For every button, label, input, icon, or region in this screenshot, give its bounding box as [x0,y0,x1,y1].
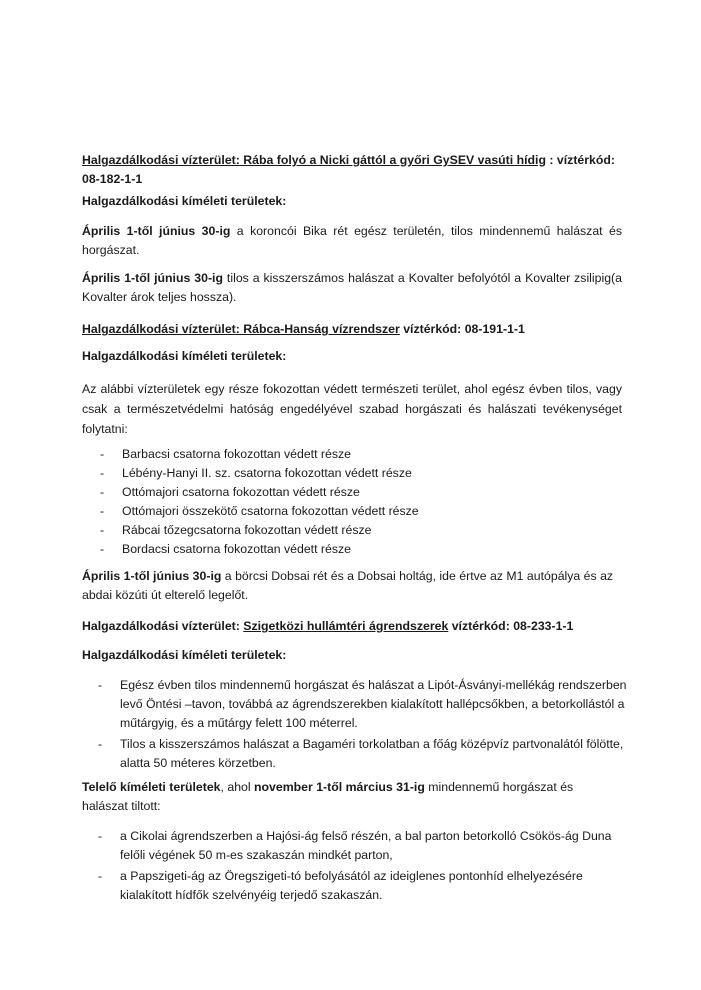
list-item: - Egész évben tilos mindennemű horgászat és halászat a Lipót-Ásványi-mellékág rendszerben levő Öntési –tavon, továbbá az ágrendszerekben kialakított hallépcsőkben, a betorkollástól a műtárgyig, és a műtárgy felett 100 méterrel. [82,676,627,733]
section-1-p2-date: Április 1-től június 30-ig [82,271,223,285]
section-3-winter-list [82,827,622,905]
section-1-p1-date: Április 1-től június 30-ig [82,224,231,238]
section-2-p-date: Április 1-től június 30-ig [82,569,222,583]
section-3-title-prefix: Halgazdálkodási vízterület: [82,619,244,633]
list-item: - a Papszigeti-ág az Öregszigeti-tó befolyásától az ideiglenes pontonhíd elhelyezésére kialakított hídfők szelvényéig terjedő szakaszán. [82,867,622,905]
section-3-winter-dates: november 1-től március 31-ig [254,780,425,794]
section-1-subheading: Halgazdálkodási kíméleti területek: [82,194,287,208]
section-2-paragraph [82,567,622,605]
list-item: - Bordacsi csatorna fokozottan védett része [82,540,622,559]
section-3-code: víztérkód: 08-233-1-1 [448,619,574,633]
section-2-protected-list [82,445,622,559]
section-2-intro: Az alábbi vízterületek egy része fokozottan védett természeti terület, ahol egész évben tilos, vagy csak a természetvédelmi hatóság engedélyével szabad horgászati és halászati tevékenységet folytatni: [82,382,622,436]
section-3-subheading: Halgazdálkodási kíméleti területek: [82,648,287,662]
section-3-winter-label: Telelő kíméleti területek [82,780,221,794]
section-2-code: víztérkód: 08-191-1-1 [399,322,525,336]
list-item: - Tilos a kisszerszámos halászat a Bagaméri torkolatban a főág középvíz partvonalától fölötte, alatta 50 méteres körzetben. [82,735,627,773]
section-2-subheading: Halgazdálkodási kíméleti területek: [82,349,287,363]
list-item: - Rábcai tőzegcsatorna fokozottan védett része [82,521,622,540]
section-3-winter-mid: , ahol [220,780,255,794]
section-1-title [82,151,627,189]
list-item: - Ottómajori csatorna fokozottan védett része [82,483,622,502]
section-1-paragraph-1 [82,222,622,260]
section-2-water-area: Halgazdálkodási vízterület: Rábca-Hanság vízrendszer [82,322,400,336]
section-2-title [82,320,622,339]
section-1-p1-text: a koroncói Bika rét egész területén, tilos mindennemű halászat és horgászat. [82,224,622,257]
section-3-winter-paragraph [82,778,622,816]
section-2-p-text: a börcsi Dobsai rét és a Dobsai holtág, ide értve az M1 autópálya és az abdai közúti út elterelő legelőt. [82,569,614,602]
section-3-list [82,676,627,773]
section-3-winter-text: mindennemű horgászat és halászat tiltott: [82,780,574,813]
list-item: - Lébény-Hanyi II. sz. csatorna fokozottan védett része [82,464,622,483]
section-3-water-area: Szigetközi hullámtéri ágrendszerek [243,619,449,633]
section-1-p2-text: tilos a kisszerszámos halászat a Kovalter befolyótól a Kovalter zsilipig(a Kovalter árok teljes hossza). [82,271,622,304]
section-1-code: : víztérkód: 08-182-1-1 [82,153,615,186]
list-item: - a Cikolai ágrendszerben a Hajósi-ág felső részén, a bal parton betorkolló Csökös-ág Duna felőli végének 50 m-es szakaszán mindkét parton, [82,827,622,865]
list-item: - Barbacsi csatorna fokozottan védett része [82,445,622,464]
section-1-water-area: Halgazdálkodási vízterület: Rába folyó a Nicki gáttól a győri GySEV vasúti hídig [82,153,546,167]
list-item: - Ottómajori összekötő csatorna fokozottan védett része [82,502,622,521]
section-3-title [82,617,622,636]
section-1-paragraph-2 [82,269,622,307]
